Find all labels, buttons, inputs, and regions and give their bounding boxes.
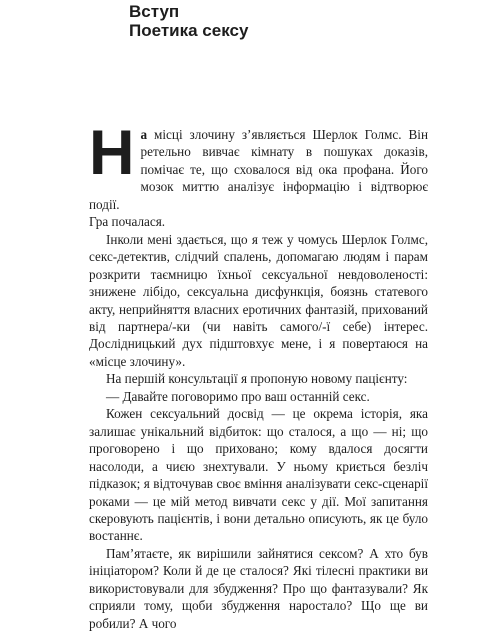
body-text [89, 118, 428, 632]
drop-cap: Н [89, 118, 135, 188]
paragraph-4: На першій консультації я пропоную новому пацієнту: [106, 371, 408, 387]
lead-in: а [140, 127, 148, 142]
chapter-heading [129, 2, 248, 40]
paragraph-1 [89, 118, 428, 213]
paragraph-1-text: місці злочину з’являється Шерлок Голмс. Він ретельно вивчає кімнату в пошуках доказів, помічає те, що сховалося від ока профана. Його мозок миттю аналізує інформацію і відтворює події. [89, 127, 428, 212]
paragraph-7: Пам’ятаєте, як вирішили зайнятися сексом? А хто був ініціатором? Коли й де це сталося? Які тілесні практики ви використовували для збудження? Про що фантазували? Як сприяли тому, щоби збудження наростало? Що ще ви робили? А чого [89, 545, 428, 631]
paragraph-2: Гра почалася. [89, 214, 166, 230]
paragraph-6: Кожен сексуальний досвід — це окрема історія, яка залишає унікальний відбиток: що сталося, а що — ні; що проговорено і що приховано; кому вдалося досягти насолоди, а чиєю знехтували. У ньому криється безліч підказок; я відточував своє вміння аналізувати секс-сценарії роками — це мій метод вивчати секс у дії. Мої запитання скеровують пацієнтів, і вони детально описують, як це було востаннє. [89, 406, 428, 544]
paragraph-3: Інколи мені здається, що я теж у чомусь Шерлок Голмс, секс-детектив, слідчий спалень, допомагаю людям і парам розкрити таємницю їхньої сексуальної невдоволеності: знижене лібідо, сексуальна дисфункція, боязнь статевого акту, неприйняття власних еротичних фантазій, прихований від партнера/-ки (чи навіть самого/-ї себе) інтерес. Дослідницький дух підштовхує мене, і я повертаюся на «місце злочину». [89, 231, 428, 369]
chapter-title: Поетика сексу [129, 21, 249, 40]
paragraph-5: — Давайте поговоримо про ваш останній секс. [106, 388, 370, 404]
section-label: Вступ [129, 2, 180, 21]
